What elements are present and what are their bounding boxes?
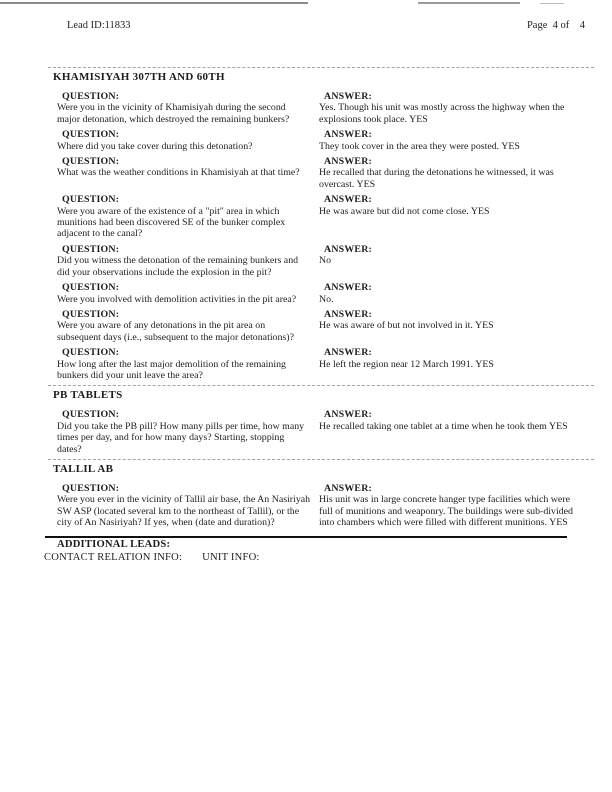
question-text: What was the weather conditions in Khamisiyah at that time?: [57, 167, 300, 179]
question-block: [57, 156, 311, 190]
page-indicator: Page 4 of 4: [526, 20, 585, 31]
qa-row: [57, 309, 578, 343]
question-text: Were you aware of any detonations in the pit area on subsequent days (i.e., subsequent to the major detonations)?: [57, 320, 294, 343]
question-text: Where did you take cover during this detonation?: [57, 140, 253, 152]
question-block: [57, 347, 311, 381]
page-header: [0, 0, 612, 31]
qa-row: [57, 156, 578, 190]
question-label: QUESTION:: [62, 194, 120, 206]
contact-relation-label: CONTACT RELATION INFO:: [44, 551, 183, 563]
scan-artifact-line: [540, 3, 564, 4]
answer-text: He left the region near 12 March 1991. YES: [319, 358, 494, 370]
answer-text: He was aware but did not come close. YES: [319, 205, 490, 217]
question-label: QUESTION:: [62, 347, 120, 359]
question-label: QUESTION:: [62, 482, 120, 494]
question-block: [57, 409, 311, 455]
question-label: QUESTION:: [62, 282, 120, 294]
question-text: Were you ever in the vicinity of Tallil air base, the An Nasiriyah SW ASP (located several km to the northeast of Tallil), or the city of An Nasiriyah? If yes, when (date and duration)?: [57, 494, 311, 529]
answer-block: [319, 129, 578, 152]
question-label: QUESTION:: [62, 409, 120, 421]
qa-row: [57, 129, 578, 152]
lead-id: Lead ID:11833: [67, 20, 131, 31]
answer-block: [319, 409, 578, 455]
question-block: [57, 309, 311, 343]
question-block: [57, 91, 311, 125]
question-text: Were you in the vicinity of Khamisiyah during the second major detonation, which destroyed the remaining bunkers?: [57, 102, 290, 125]
section-divider: [48, 67, 594, 68]
question-text: How long after the last major demolition of the remaining bunkers did your unit leave the area?: [57, 358, 286, 381]
answer-block: [319, 91, 578, 125]
answer-label: ANSWER:: [324, 194, 373, 206]
answer-label: ANSWER:: [324, 156, 373, 168]
answer-block: [319, 483, 578, 529]
qa-row: [57, 282, 578, 305]
qa-row: [57, 409, 578, 455]
qa-row: [57, 194, 578, 240]
footer-labels: [44, 552, 578, 564]
section-title-pb-tablets: PB TABLETS: [53, 389, 123, 402]
answer-block: [319, 244, 578, 278]
scan-artifact-line: [418, 2, 520, 4]
question-block: [57, 244, 311, 278]
section-divider: [48, 459, 594, 460]
answer-text: Yes. Though his unit was mostly across the highway when the explosions took place. YES: [319, 102, 565, 125]
section-divider: [48, 385, 594, 386]
answer-block: [319, 194, 578, 240]
answer-text: His unit was in large concrete hanger type facilities which were full of munitions and weaponry. The buildings were sub-divided into chambers which were filled with different munitions. YES: [319, 494, 573, 529]
qa-row: [57, 483, 578, 529]
question-block: [57, 194, 311, 240]
answer-text: No.: [319, 293, 334, 305]
question-text: Were you involved with demolition activities in the pit area?: [57, 293, 297, 305]
unit-info-label: UNIT INFO:: [202, 551, 260, 563]
answer-label: ANSWER:: [324, 347, 373, 359]
section-title-tallil-ab: TALLIL AB: [53, 462, 114, 475]
answer-block: [319, 347, 578, 381]
answer-text: No: [319, 255, 332, 267]
qa-row: [57, 244, 578, 278]
question-label: QUESTION:: [62, 243, 120, 255]
scan-artifact-line: [0, 2, 308, 4]
answer-text: They took cover in the area they were posted. YES: [319, 140, 520, 152]
question-label: QUESTION:: [62, 91, 120, 102]
footer-rule: [45, 536, 567, 538]
question-text: Did you witness the detonation of the remaining bunkers and did your observations include the explosion in the pit?: [57, 255, 299, 278]
qa-row: [57, 347, 578, 381]
answer-label: ANSWER:: [324, 91, 373, 102]
question-text: Did you take the PB pill? How many pills per time, how many times per day, and for how many days? Starting, stopping dates?: [57, 420, 305, 455]
answer-label: ANSWER:: [324, 409, 373, 421]
question-label: QUESTION:: [62, 129, 120, 141]
answer-label: ANSWER:: [324, 482, 373, 494]
question-label: QUESTION:: [62, 156, 120, 168]
section-title-khamisiyah: KHAMISIYAH 307TH AND 60TH: [53, 71, 225, 83]
answer-label: ANSWER:: [324, 129, 373, 141]
qa-row: [57, 91, 578, 125]
additional-leads-label: ADDITIONAL LEADS:: [57, 538, 171, 550]
question-text: Were you aware of the existence of a "pit" area in which munitions had been discovered SE of the bunker complex adjacent to the canal?: [57, 205, 286, 240]
answer-text: He recalled that during the detonations he witnessed, it was overcast. YES: [319, 167, 554, 190]
answer-block: [319, 309, 578, 343]
question-block: [57, 129, 311, 152]
answer-block: [319, 282, 578, 305]
answer-label: ANSWER:: [324, 243, 373, 255]
question-label: QUESTION:: [62, 308, 120, 320]
document-body: [44, 67, 578, 564]
answer-label: ANSWER:: [324, 282, 373, 294]
answer-text: He was aware of but not involved in it. YES: [319, 320, 494, 332]
question-block: [57, 483, 311, 529]
question-block: [57, 282, 311, 305]
answer-label: ANSWER:: [324, 308, 373, 320]
answer-block: [319, 156, 578, 190]
answer-text: He recalled taking one tablet at a time when he took them YES: [319, 420, 568, 432]
